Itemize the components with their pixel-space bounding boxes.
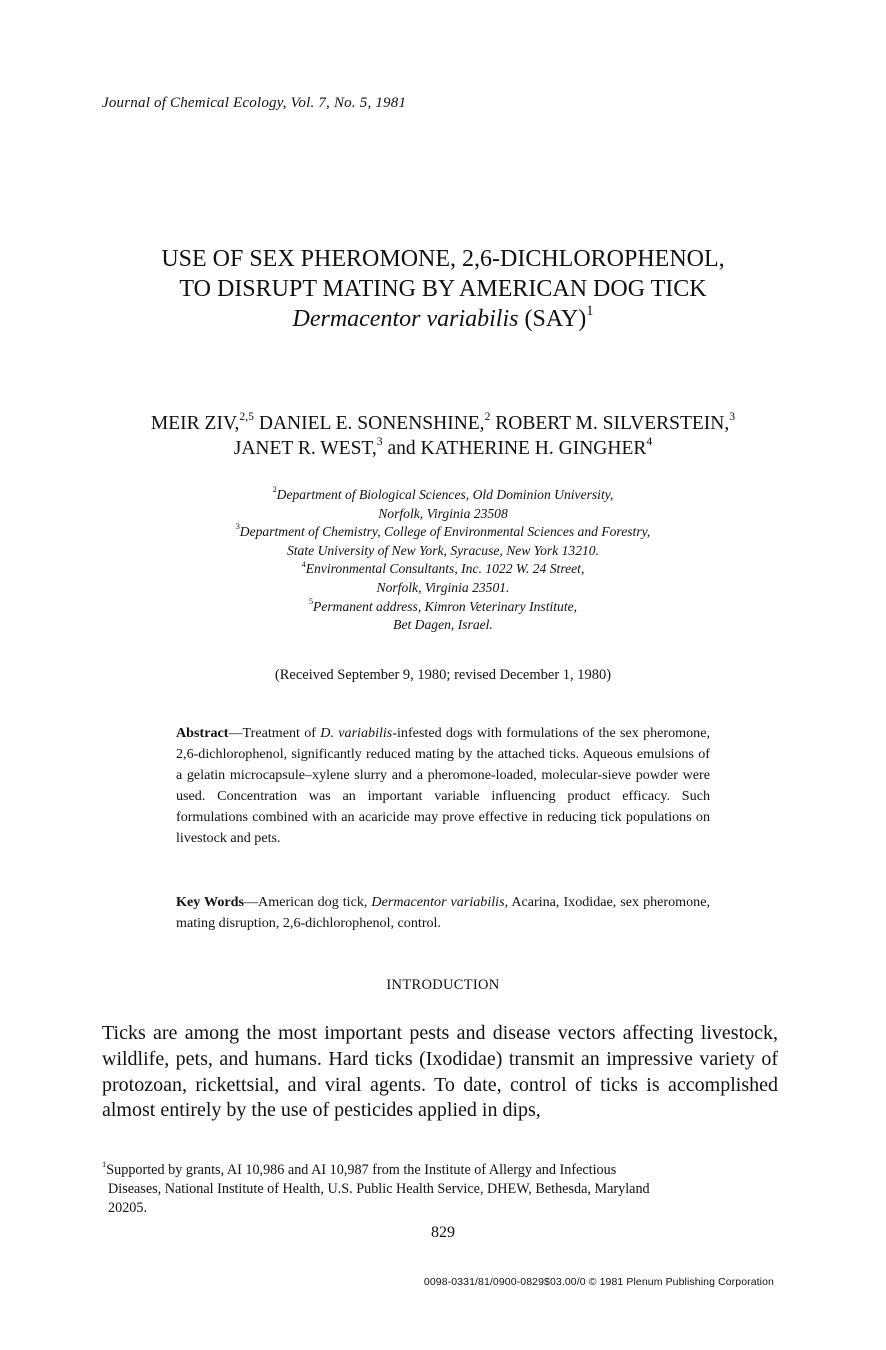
abstract: [176, 723, 710, 849]
affiliation-text: Department of Biological Sciences, Old Dominion University,: [276, 487, 614, 502]
footnote-line-2: Diseases, National Institute of Health, U.S. Public Health Service, DHEW, Bethesda, Maryland: [108, 1181, 650, 1197]
affiliation-mark: 5: [308, 596, 314, 606]
keywords-label: Key Words: [176, 894, 244, 910]
affiliation-line: Norfolk, Virginia 23501.: [376, 579, 510, 595]
author-gingher: and KATHERINE H. GINGHER: [382, 438, 647, 459]
affiliation-mark: 2: [272, 485, 277, 495]
copyright-line: 0098-0331/81/0900-0829$03.00/0 © 1981 Plenum Publishing Corporation: [423, 1276, 774, 1288]
author-ziv: MEIR ZIV,: [150, 413, 240, 434]
title-species: Dermacentor variabilis: [292, 306, 519, 332]
abstract-label: Abstract: [176, 725, 229, 741]
affiliation-line: [60, 523, 826, 542]
keywords-pre: —American dog tick,: [243, 894, 372, 910]
keywords-post: , Acarina, Ixodidae, sex pheromone, mating disruption, 2,6-dichlorophenol, control.: [176, 894, 710, 931]
affiliation-text: Environmental Consultants, Inc. 1022 W. 24 Street,: [305, 561, 585, 577]
article-title: [60, 244, 826, 334]
author-line-2: [60, 436, 826, 461]
author-west-sup: 3: [376, 434, 383, 448]
affiliation-text: Department of Chemistry, College of Environmental Sciences and Forestry,: [239, 524, 651, 540]
author-ziv-sup: 2,5: [239, 409, 255, 423]
affiliations: [60, 486, 826, 635]
footnote-mark: 1: [102, 1159, 107, 1169]
title-footnote-mark: 1: [586, 302, 594, 319]
title-line-3: [60, 304, 826, 334]
author-sonenshine-sup: 2: [484, 409, 491, 423]
keywords-species: Dermacentor variabilis: [371, 894, 505, 910]
affiliation-line: [60, 560, 826, 579]
author-silverstein-sup: 3: [729, 409, 736, 423]
title-line-1: USE OF SEX PHEROMONE, 2,6-DICHLOROPHENOL,: [161, 246, 725, 272]
affiliation-mark: 4: [301, 559, 306, 569]
author-west: JANET R. WEST,: [233, 438, 377, 459]
title-author-citation: (SAY): [518, 306, 587, 332]
footnote-text: Supported by grants, AI 10,986 and AI 10,987 from the Institute of Allergy and Infectious: [106, 1162, 617, 1178]
author-sonenshine: DANIEL E. SONENSHINE,: [254, 413, 485, 434]
affiliation-line: Bet Dagen, Israel.: [393, 617, 493, 633]
section-heading-introduction: INTRODUCTION: [386, 977, 500, 993]
affiliation-line: State University of New York, Syracuse, New York 13210.: [286, 542, 600, 558]
affiliation-mark: 3: [235, 522, 240, 532]
title-line-2: TO DISRUPT MATING BY AMERICAN DOG TICK: [179, 276, 707, 302]
key-words: [176, 892, 710, 934]
author-silverstein: ROBERT M. SILVERSTEIN,: [490, 413, 730, 434]
footnote: [102, 1161, 778, 1218]
abstract-species: D. variabilis: [320, 725, 393, 741]
page-number: 829: [431, 1224, 455, 1241]
footnote-line-1: [102, 1161, 778, 1180]
author-gingher-sup: 4: [646, 434, 653, 448]
affiliation-line: Norfolk, Virginia 23508: [378, 505, 508, 521]
journal-citation: Journal of Chemical Ecology, Vol. 7, No. 5, 1981: [102, 95, 407, 111]
abstract-text: -infested dogs with formulations of the sex pheromone, 2,6-dichlorophenol, significantly reduced mating by the attached ticks. Aqueous emulsions of a gelatin microcapsule–xylene slurry and a pheromone-loaded, molecular-sieve powder were used. Concentration was an important variable influencing product efficacy. Such formulations combined with an acaricide may prove effective in reducing tick populations on livestock and pets.: [176, 725, 710, 846]
abstract-dash: —Treatment of: [228, 725, 321, 741]
affiliation-line: [60, 486, 826, 505]
author-line-1: [60, 411, 826, 436]
received-dates: (Received September 9, 1980; revised December 1, 1980): [274, 667, 612, 683]
affiliation-line: [60, 598, 826, 617]
affiliation-text: Permanent address, Kimron Veterinary Institute,: [313, 598, 578, 614]
author-list: [60, 411, 826, 461]
footnote-line-3: 20205.: [108, 1200, 148, 1216]
introduction-paragraph: Ticks are among the most important pests and disease vectors affecting livestock, wildlife, pets, and humans. Hard ticks (Ixodidae) transmit an impressive variety of protozoan, rickettsial, and viral agents. To date, control of ticks is accomplished almost entirely by the use of pesticides applied in dips,: [102, 1022, 778, 1122]
